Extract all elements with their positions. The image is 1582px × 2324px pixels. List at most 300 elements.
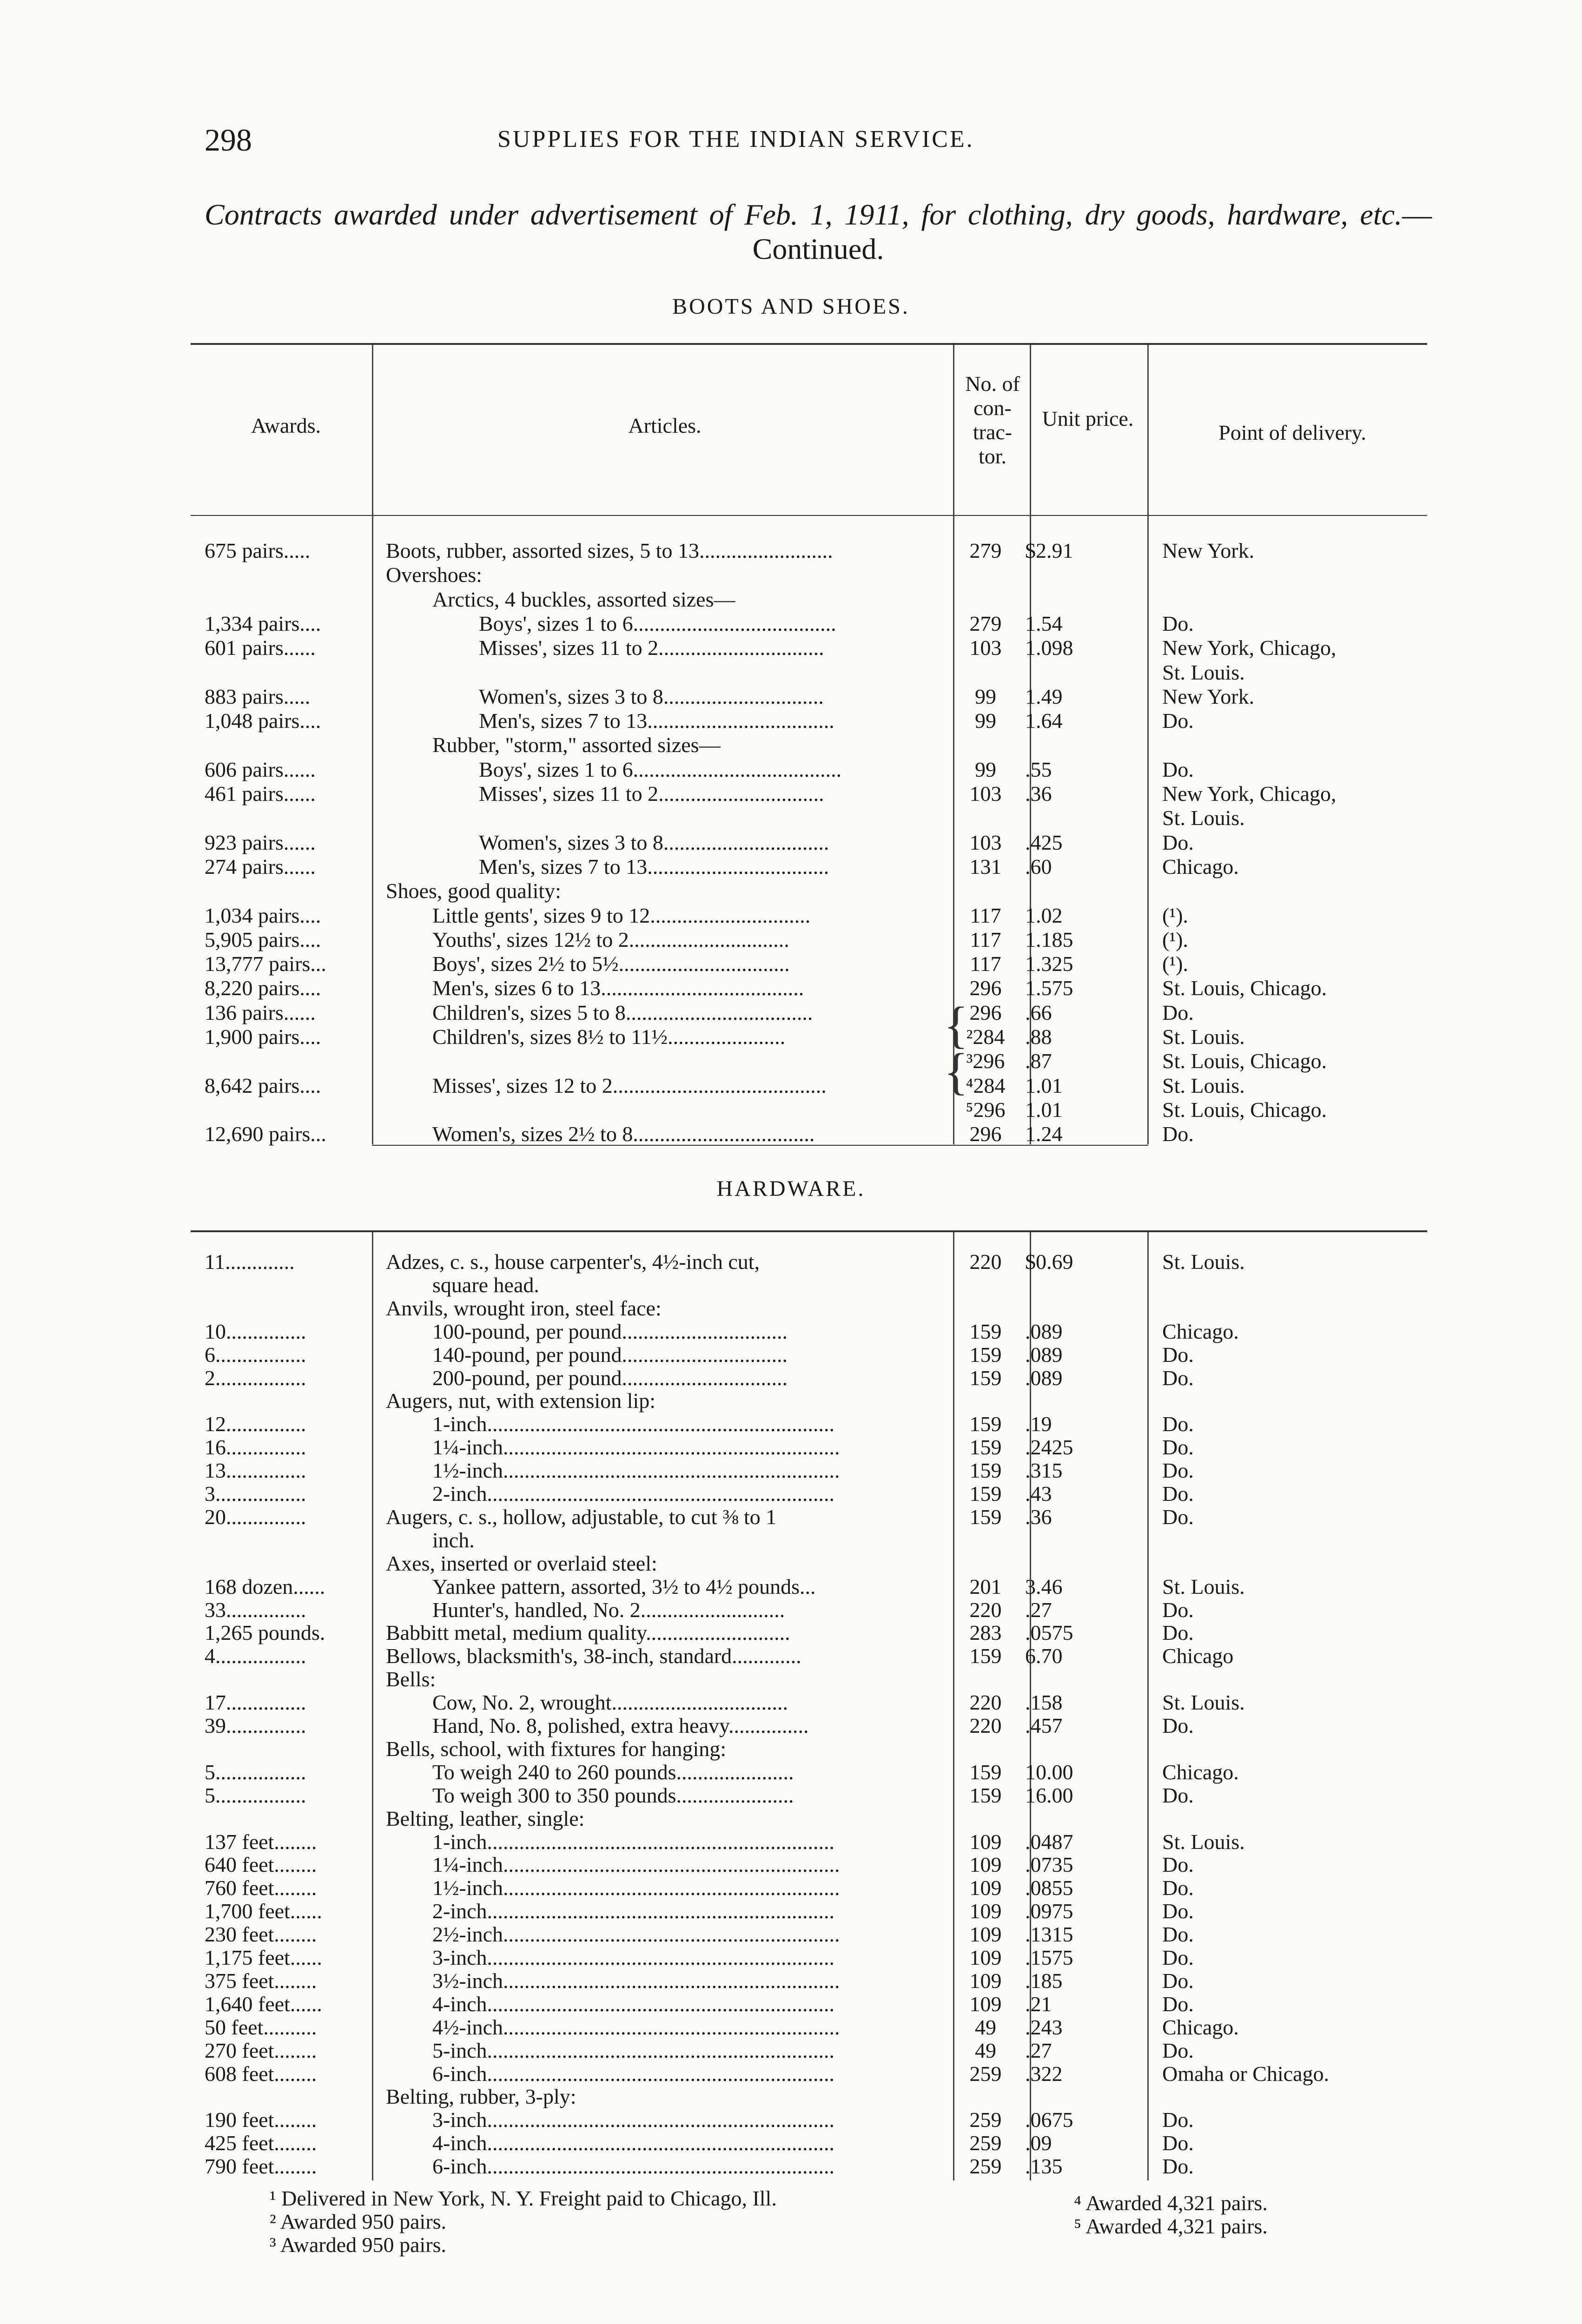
unit-price-cell: .185 (1025, 1969, 1063, 1993)
boots-table-row (205, 1122, 1432, 1146)
hardware-table-row (205, 1621, 1432, 1644)
article-cell: Shoes, good quality: (386, 879, 561, 903)
unit-price-cell: $2.91 (1025, 539, 1073, 562)
article-cell: Boys', sizes 1 to 6....................................... (479, 758, 842, 781)
unit-price-cell: 3.46 (1025, 1575, 1063, 1598)
hardware-table-row (205, 1761, 1432, 1784)
article-cell: Children's, sizes 5 to 8................................... (432, 1001, 813, 1024)
award-cell: 1,034 pairs.... (205, 904, 321, 927)
contractor-cell: 220 (969, 1714, 1002, 1737)
hardware-table-row (205, 1459, 1432, 1482)
boots-table-row (205, 952, 1432, 976)
article-cell: inch. (432, 1528, 475, 1552)
delivery-cell: Do. (1162, 1343, 1194, 1367)
contractor-cell: 279 (969, 612, 1002, 635)
award-cell: 39............... (205, 1714, 306, 1737)
article-cell: Overshoes: (386, 563, 482, 587)
hardware-table-row (205, 1482, 1432, 1505)
delivery-cell: (¹). (1162, 952, 1188, 976)
award-cell: 12............... (205, 1413, 306, 1436)
hardware-table-row (205, 1807, 1432, 1830)
hardware-table-row (205, 1598, 1432, 1622)
boots-table-row (205, 1074, 1432, 1097)
contractor-cell: 296 (969, 1122, 1002, 1146)
article-cell: Bells, school, with fixtures for hanging: (386, 1737, 727, 1761)
unit-price-cell: .322 (1025, 2062, 1063, 2086)
delivery-cell: Do. (1162, 2039, 1194, 2062)
delivery-cell: St. Louis, Chicago. (1162, 977, 1327, 1000)
delivery-cell: Do. (1162, 1001, 1194, 1024)
delivery-cell: Do. (1162, 1900, 1194, 1923)
delivery-cell: Do. (1162, 1876, 1194, 1900)
contractor-cell: 103 (969, 831, 1002, 854)
contractor-cell: 159 (969, 1366, 1002, 1390)
boots-table-row (205, 806, 1432, 830)
award-cell: 12,690 pairs... (205, 1122, 326, 1146)
award-cell: 6................. (205, 1343, 306, 1367)
unit-price-cell: .0575 (1025, 1621, 1073, 1645)
contractor-cell: 201 (969, 1575, 1002, 1598)
award-cell: 1,900 pairs.... (205, 1025, 321, 1049)
award-cell: 4................. (205, 1644, 306, 1668)
contractor-cell: 159 (969, 1644, 1002, 1668)
article-cell: 2-inch................................................................. (432, 1482, 835, 1505)
contractor-cell: ³296 (966, 1050, 1005, 1073)
award-cell: 11............. (205, 1250, 295, 1274)
article-cell: Women's, sizes 3 to 8............................... (479, 831, 829, 854)
delivery-cell: Do. (1162, 1946, 1194, 1969)
contractor-cell: 220 (969, 1598, 1002, 1622)
article-cell: Misses', sizes 12 to 2........................................ (432, 1074, 827, 1097)
header-awards: Awards. (251, 414, 321, 437)
delivery-cell: Do. (1162, 1366, 1194, 1390)
award-cell: 675 pairs..... (205, 539, 311, 562)
delivery-cell: New York. (1162, 539, 1255, 562)
contractor-cell: 117 (970, 952, 1001, 976)
unit-price-cell: .089 (1025, 1343, 1063, 1367)
article-cell: Women's, sizes 2½ to 8.................................. (432, 1122, 815, 1146)
footnote-4: ⁴ Awarded 4,321 pairs. (1074, 2191, 1268, 2215)
article-cell: 1-inch................................................................. (432, 1830, 835, 1854)
award-cell: 16............... (205, 1436, 306, 1459)
contractor-cell: 159 (969, 1505, 1002, 1529)
contractor-cell: 109 (969, 1876, 1002, 1900)
hardware-table-row (205, 1389, 1432, 1413)
hardware-table-row (205, 1691, 1432, 1714)
unit-price-cell: .27 (1025, 1598, 1052, 1622)
delivery-cell: St. Louis. (1162, 1250, 1245, 1274)
hardware-table-row (205, 1343, 1432, 1367)
unit-price-cell: 16.00 (1025, 1783, 1073, 1807)
article-cell: 5-inch................................................................. (432, 2039, 835, 2062)
unit-price-cell: .135 (1025, 2155, 1063, 2179)
contractor-cell: 49 (975, 2039, 996, 2062)
award-cell: 601 pairs...... (205, 636, 316, 660)
hardware-table-row (205, 1714, 1432, 1737)
hardware-table-row (205, 1737, 1432, 1761)
contractor-cell: 159 (969, 1413, 1002, 1436)
boots-table-row (205, 831, 1432, 854)
article-cell: 3-inch................................................................. (432, 2108, 835, 2132)
article-cell: Children's, sizes 8½ to 11½...................... (432, 1025, 786, 1049)
article-cell: square head. (432, 1273, 539, 1297)
article-cell: 1½-inch............................................................... (432, 1876, 840, 1900)
article-cell: Belting, leather, single: (386, 1807, 585, 1830)
contractor-cell: 283 (969, 1621, 1002, 1645)
boots-top-rule (191, 343, 1427, 345)
delivery-cell: Do. (1162, 1714, 1194, 1737)
delivery-cell: St. Louis. (1162, 1025, 1245, 1049)
article-cell: Youths', sizes 12½ to 2.............................. (432, 928, 789, 951)
unit-price-cell: .089 (1025, 1320, 1063, 1343)
article-cell: 6-inch................................................................. (432, 2155, 835, 2179)
unit-price-cell: $0.69 (1025, 1250, 1073, 1274)
article-cell: Men's, sizes 7 to 13.................................. (479, 855, 829, 878)
hardware-table-row (205, 2085, 1432, 2108)
unit-price-cell: .243 (1025, 2015, 1063, 2039)
award-cell: 136 pairs...... (205, 1001, 316, 1024)
delivery-cell: Do. (1162, 1436, 1194, 1459)
footnote-5: ⁵ Awarded 4,321 pairs. (1074, 2214, 1268, 2238)
delivery-cell: Chicago. (1162, 855, 1239, 878)
unit-price-cell: .87 (1025, 1050, 1052, 1073)
article-cell: 1¼-inch............................................................... (432, 1853, 840, 1877)
article-cell: Boys', sizes 2½ to 5½................................ (432, 952, 790, 976)
contractor-cell: 103 (969, 636, 1002, 660)
hardware-table-row (205, 1552, 1432, 1575)
contractor-cell: 99 (975, 709, 996, 733)
article-cell: 1¼-inch............................................................... (432, 1436, 840, 1459)
article-cell: Anvils, wrought iron, steel face: (386, 1296, 662, 1320)
delivery-cell: (¹). (1162, 904, 1188, 927)
contractor-cell: 220 (969, 1691, 1002, 1715)
unit-price-cell: 1.01 (1025, 1074, 1063, 1097)
award-cell: 3................. (205, 1482, 306, 1505)
boots-section-title: BOOTS AND SHOES. (672, 294, 910, 319)
article-cell: Boots, rubber, assorted sizes, 5 to 13......................... (386, 539, 833, 562)
unit-price-cell: .21 (1025, 1992, 1052, 2016)
contractor-cell: 220 (969, 1250, 1002, 1274)
delivery-cell: Do. (1162, 2132, 1194, 2155)
award-cell: 375 feet........ (205, 1969, 317, 1993)
article-cell: 3-inch................................................................. (432, 1946, 835, 1969)
contractor-cell: 259 (969, 2155, 1002, 2179)
article-cell: Misses', sizes 11 to 2............................... (479, 782, 824, 805)
delivery-cell: Do. (1162, 1853, 1194, 1877)
contractor-cell: ⁵296 (966, 1098, 1006, 1122)
hardware-table-row (205, 1436, 1432, 1459)
unit-price-cell: .1315 (1025, 1923, 1073, 1947)
award-cell: 8,220 pairs.... (205, 977, 321, 1000)
unit-price-cell: .0487 (1025, 1830, 1073, 1854)
delivery-cell: Do. (1162, 2155, 1194, 2179)
contractor-cell: 117 (970, 928, 1001, 951)
award-cell: 17............... (205, 1691, 306, 1715)
unit-price-cell: .1575 (1025, 1946, 1073, 1969)
article-cell: 4-inch................................................................. (432, 2132, 835, 2155)
article-cell: Women's, sizes 3 to 8.............................. (479, 685, 824, 708)
boots-table-row (205, 1001, 1432, 1024)
article-cell: 1½-inch............................................................... (432, 1459, 840, 1483)
running-title: SUPPLIES FOR THE INDIAN SERVICE. (497, 126, 974, 152)
delivery-cell: Do. (1162, 612, 1194, 635)
award-cell: 190 feet........ (205, 2108, 317, 2132)
caption-text: Contracts awarded under advertisement of Feb. 1, 1911, for clothing, dry goods, hardware, etc. (205, 198, 1402, 231)
contractor-cell: 159 (969, 1482, 1002, 1505)
boots-table-row (205, 1025, 1432, 1049)
hardware-table-row (205, 1413, 1432, 1436)
hardware-table-row (205, 2039, 1432, 2062)
award-cell: 790 feet........ (205, 2155, 317, 2179)
footnote-1: ¹ Delivered in New York, N. Y. Freight paid to Chicago, Ill. (270, 2186, 777, 2210)
award-cell: 10............... (205, 1320, 306, 1343)
award-cell: 20............... (205, 1505, 306, 1529)
contractor-cell: 159 (969, 1320, 1002, 1343)
award-cell: 1,700 feet...... (205, 1900, 322, 1923)
award-cell: 137 feet........ (205, 1830, 317, 1854)
contractor-cell: 109 (969, 1853, 1002, 1877)
award-cell: 461 pairs...... (205, 782, 316, 805)
award-cell: 2................. (205, 1366, 306, 1390)
unit-price-cell: 1.01 (1025, 1098, 1063, 1122)
hardware-table-row (205, 1876, 1432, 1900)
delivery-cell: Omaha or Chicago. (1162, 2062, 1329, 2086)
award-cell: 33............... (205, 1598, 306, 1622)
delivery-cell: St. Louis, Chicago. (1162, 1098, 1327, 1122)
article-cell: Little gents', sizes 9 to 12.............................. (432, 904, 811, 927)
award-cell: 230 feet........ (205, 1923, 317, 1947)
delivery-cell: Do. (1162, 2108, 1194, 2132)
award-cell: 8,642 pairs.... (205, 1074, 321, 1097)
contractor-cell: 296 (969, 1001, 1002, 1024)
hardware-table-row (205, 1529, 1432, 1552)
contractor-cell: 99 (975, 758, 996, 781)
article-cell: To weigh 300 to 350 pounds...................... (432, 1783, 794, 1807)
unit-price-cell: .2425 (1025, 1436, 1073, 1459)
page-number: 298 (205, 122, 252, 158)
unit-price-cell: 1.325 (1025, 952, 1073, 976)
article-cell: Augers, c. s., hollow, adjustable, to cut ⅜ to 1 (386, 1505, 777, 1529)
unit-price-cell: .09 (1025, 2132, 1052, 2155)
article-cell: 6-inch................................................................. (432, 2062, 835, 2086)
article-cell: 100-pound, per pound............................... (432, 1320, 788, 1343)
hardware-table-row (205, 1575, 1432, 1598)
hardware-table-row (205, 2016, 1432, 2039)
delivery-cell: Do. (1162, 1505, 1194, 1529)
hardware-table-row (205, 1668, 1432, 1691)
award-cell: 5,905 pairs.... (205, 928, 321, 951)
unit-price-cell: .0975 (1025, 1900, 1073, 1923)
unit-price-cell: .55 (1025, 758, 1052, 781)
boots-table-row (205, 855, 1432, 878)
award-cell: 1,334 pairs.... (205, 612, 321, 635)
delivery-cell: Chicago (1162, 1644, 1234, 1668)
delivery-cell: Do. (1162, 1122, 1194, 1146)
contractor-cell: 103 (969, 782, 1002, 805)
article-cell: Men's, sizes 6 to 13...................................... (432, 977, 804, 1000)
award-cell: 5................. (205, 1760, 306, 1784)
boots-table-row (205, 782, 1432, 805)
unit-price-cell: 1.24 (1025, 1122, 1063, 1146)
award-cell: 640 feet........ (205, 1853, 317, 1877)
award-cell: 50 feet.......... (205, 2015, 317, 2039)
award-cell: 1,640 feet...... (205, 1992, 322, 2016)
contractor-cell: 109 (969, 1992, 1002, 2016)
unit-price-cell: 1.64 (1025, 709, 1063, 733)
award-cell: 5................. (205, 1783, 306, 1807)
footnote-3: ³ Awarded 950 pairs. (270, 2233, 447, 2257)
unit-price-cell: .089 (1025, 1366, 1063, 1390)
hardware-table-row (205, 1644, 1432, 1668)
award-cell: 13,777 pairs... (205, 952, 326, 976)
article-cell: Arctics, 4 buckles, assorted sizes— (432, 588, 735, 611)
footnote-2: ² Awarded 950 pairs. (270, 2210, 447, 2233)
delivery-cell: St. Louis. (1162, 1575, 1245, 1598)
unit-price-cell: .0735 (1025, 1853, 1073, 1877)
award-cell: 168 dozen...... (205, 1575, 325, 1598)
boots-table-row (205, 539, 1432, 562)
article-cell: Belting, rubber, 3-ply: (386, 2085, 576, 2109)
hardware-table-row (205, 2132, 1432, 2155)
header-articles: Articles. (628, 414, 702, 437)
unit-price-cell: .457 (1025, 1714, 1063, 1737)
delivery-cell: St. Louis. (1162, 660, 1245, 684)
boots-table-row (205, 1050, 1432, 1073)
delivery-cell: (¹). (1162, 928, 1188, 951)
unit-price-cell: .36 (1025, 782, 1052, 805)
article-cell: Boys', sizes 1 to 6...................................... (479, 612, 836, 635)
delivery-cell: Do. (1162, 1598, 1194, 1622)
delivery-cell: Do. (1162, 1783, 1194, 1807)
article-cell: 3½-inch............................................................... (432, 1969, 840, 1993)
hardware-table-row (205, 1900, 1432, 1923)
article-cell: Babbitt metal, medium quality........................... (386, 1621, 790, 1645)
award-cell: 923 pairs...... (205, 831, 316, 854)
hardware-table-row (205, 1830, 1432, 1854)
brace-misses-icon: { (944, 1043, 968, 1100)
award-cell: 608 feet........ (205, 2062, 317, 2086)
article-cell: Bellows, blacksmith's, 38-inch, standard............. (386, 1644, 801, 1668)
hardware-table-row (205, 1274, 1432, 1297)
award-cell: 760 feet........ (205, 1876, 317, 1900)
unit-price-cell: .88 (1025, 1025, 1052, 1049)
table-caption (205, 198, 1432, 266)
contractor-cell: 259 (969, 2132, 1002, 2155)
delivery-cell: Chicago. (1162, 2015, 1239, 2039)
delivery-cell: Do. (1162, 1459, 1194, 1483)
award-cell: 883 pairs..... (205, 685, 311, 708)
unit-price-cell: 1.02 (1025, 904, 1063, 927)
contractor-cell: 296 (969, 977, 1002, 1000)
delivery-cell: Chicago. (1162, 1760, 1239, 1784)
contractor-cell: 259 (969, 2062, 1002, 2086)
boots-table-row (205, 758, 1432, 781)
delivery-cell: Chicago. (1162, 1320, 1239, 1343)
unit-price-cell: .315 (1025, 1459, 1063, 1483)
contractor-cell: 259 (969, 2108, 1002, 2132)
hardware-table-row (205, 1923, 1432, 1946)
delivery-cell: Do. (1162, 709, 1194, 733)
contractor-cell: 109 (969, 1923, 1002, 1947)
article-cell: 4-inch................................................................. (432, 1992, 835, 2016)
contractor-cell: 109 (969, 1830, 1002, 1854)
delivery-cell: Do. (1162, 831, 1194, 854)
article-cell: Hunter's, handled, No. 2........................... (432, 1598, 785, 1622)
article-cell: Men's, sizes 7 to 13................................... (479, 709, 834, 733)
unit-price-cell: .27 (1025, 2039, 1052, 2062)
article-cell: Rubber, "storm," assorted sizes— (432, 733, 721, 757)
contractor-cell: ²284 (966, 1025, 1005, 1049)
boots-table-row (205, 709, 1432, 733)
contractor-cell: 159 (969, 1436, 1002, 1459)
article-cell: 1-inch................................................................. (432, 1413, 835, 1436)
boots-table-row (205, 661, 1432, 684)
contractor-cell: 49 (975, 2015, 996, 2039)
article-cell: Hand, No. 8, polished, extra heavy............... (432, 1714, 809, 1737)
hardware-table-row (205, 1853, 1432, 1876)
article-cell: 2-inch................................................................. (432, 1900, 835, 1923)
header-contractor: No. of con- trac- tor. (965, 372, 1020, 468)
article-cell: Cow, No. 2, wrought................................. (432, 1691, 788, 1715)
boots-table-row (205, 928, 1432, 951)
article-cell: Adzes, c. s., house carpenter's, 4½-inch cut, (386, 1250, 760, 1274)
header-point-of-delivery: Point of delivery. (1218, 421, 1366, 444)
contractor-cell: 159 (969, 1459, 1002, 1483)
unit-price-cell: .66 (1025, 1001, 1052, 1024)
contractor-cell: ⁴284 (966, 1074, 1006, 1097)
delivery-cell: Do. (1162, 1969, 1194, 1993)
hardware-table-row (205, 1505, 1432, 1529)
unit-price-cell: .0675 (1025, 2108, 1073, 2132)
boots-header-rule (191, 515, 1427, 516)
unit-price-cell: 1.54 (1025, 612, 1063, 635)
award-cell: 1,048 pairs.... (205, 709, 321, 733)
unit-price-cell: 1.49 (1025, 685, 1063, 708)
unit-price-cell: 1.575 (1025, 977, 1073, 1000)
unit-price-cell: 1.185 (1025, 928, 1073, 951)
article-cell: Augers, nut, with extension lip: (386, 1389, 656, 1413)
hardware-table-row (205, 1993, 1432, 2016)
boots-table-row (205, 1098, 1432, 1122)
contractor-cell: 159 (969, 1343, 1002, 1367)
contractor-cell: 109 (969, 1946, 1002, 1969)
delivery-cell: New York, Chicago, (1162, 636, 1337, 660)
caption-continued: —Continued. (752, 198, 1432, 265)
unit-price-cell: .60 (1025, 855, 1052, 878)
hardware-table-row (205, 1367, 1432, 1390)
contractor-cell: 109 (969, 1900, 1002, 1923)
unit-price-cell: 6.70 (1025, 1644, 1063, 1668)
brace-children-icon: { (944, 997, 968, 1053)
contractor-cell: 131 (969, 855, 1002, 878)
boots-table-row (205, 977, 1432, 1000)
unit-price-cell: .158 (1025, 1691, 1063, 1715)
award-cell: 1,175 feet...... (205, 1946, 322, 1969)
delivery-cell: Do. (1162, 758, 1194, 781)
hardware-section-title: HARDWARE. (716, 1176, 866, 1201)
article-cell: Misses', sizes 11 to 2............................... (479, 636, 824, 660)
hardware-table-row (205, 1297, 1432, 1320)
contractor-cell: 99 (975, 685, 996, 708)
award-cell: 1,265 pounds. (205, 1621, 325, 1645)
delivery-cell: Do. (1162, 1992, 1194, 2016)
article-cell: Bells: (386, 1668, 436, 1691)
delivery-cell: St. Louis. (1162, 1074, 1245, 1097)
article-cell: To weigh 240 to 260 pounds...................... (432, 1760, 794, 1784)
boots-table-row (205, 612, 1432, 635)
award-cell: 13............... (205, 1459, 306, 1483)
contractor-cell: 159 (969, 1760, 1002, 1784)
